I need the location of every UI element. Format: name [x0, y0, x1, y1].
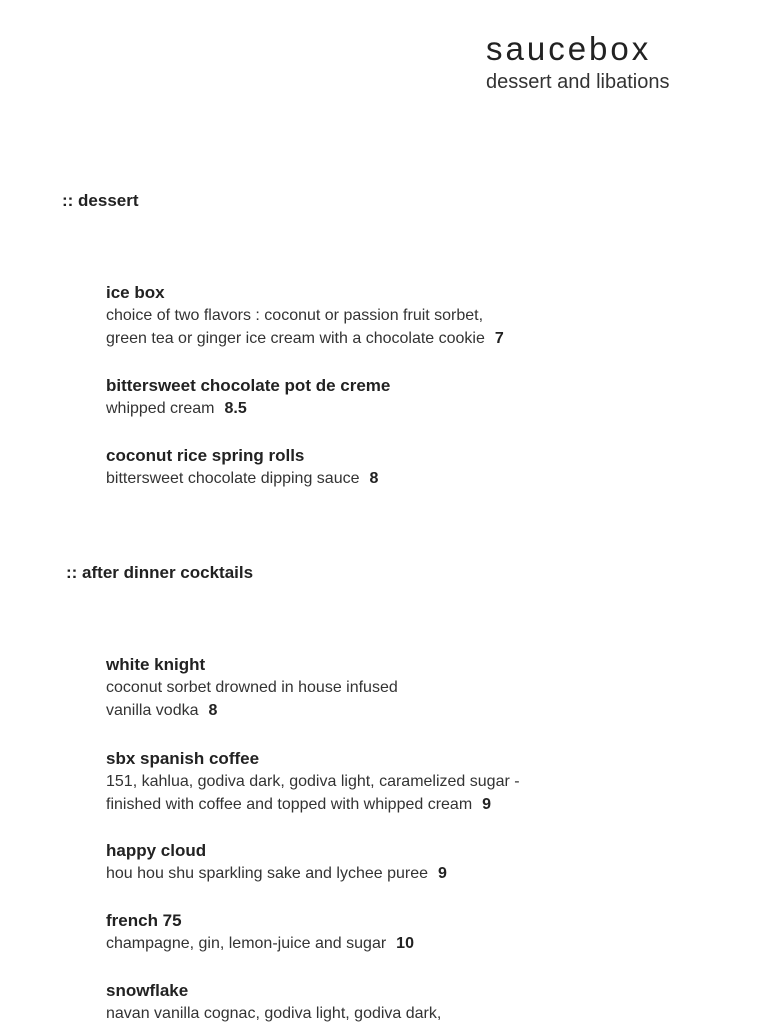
- section-heading-cocktails: :: after dinner cocktails: [66, 563, 254, 582]
- menu-item-name: snowflake: [106, 981, 189, 1000]
- menu-item-description: navan vanilla cognac, godiva light, godiva dark,: [106, 1005, 442, 1022]
- menu-item-price: 10: [396, 935, 414, 952]
- menu-item-description: whipped cream 8.5: [106, 400, 247, 417]
- menu-item-price: 7: [494, 330, 504, 347]
- menu-item: [106, 910, 746, 955]
- menu-item-price: 9: [482, 796, 492, 813]
- menu-item-description: champagne, gin, lemon-juice and sugar 10: [106, 935, 414, 952]
- brand-name: saucebox: [486, 30, 652, 67]
- menu-item-name: ice box: [106, 283, 165, 302]
- menu-item: [106, 980, 746, 1025]
- brand-tagline: dessert and libations: [486, 71, 670, 93]
- menu-item: [106, 375, 746, 420]
- menu-item-price: 9: [438, 865, 447, 882]
- menu-item-name: white knight: [106, 655, 206, 674]
- menu-item-name: bittersweet chocolate pot de creme: [106, 376, 391, 395]
- menu-item-name: french 75: [106, 911, 182, 930]
- menu-item: [106, 282, 746, 350]
- menu-item-description: hou hou shu sparkling sake and lychee puree 9: [106, 865, 447, 882]
- menu-item: [106, 840, 746, 885]
- menu-item-name: sbx spanish coffee: [106, 749, 260, 768]
- section-heading-dessert: :: dessert: [62, 191, 139, 210]
- menu-item: [106, 654, 746, 722]
- menu-item-price: 8.5: [224, 400, 247, 417]
- menu-item: [106, 445, 746, 490]
- menu-item-name: happy cloud: [106, 841, 207, 860]
- menu-item-name: coconut rice spring rolls: [106, 446, 305, 465]
- menu-item-description: 151, kahlua, godiva dark, godiva light, caramelized sugar - finished with coffee and topped with whipped cream 9: [106, 773, 520, 813]
- menu-item-description: coconut sorbet drowned in house infused vanilla vodka 8: [106, 679, 398, 719]
- brand-header: [486, 30, 669, 95]
- menu-item-price: 8: [208, 702, 218, 719]
- menu-item-price: 8: [369, 470, 379, 487]
- menu-item: [106, 748, 746, 816]
- menu-item-description: bittersweet chocolate dipping sauce 8: [106, 470, 379, 487]
- menu-item-description: choice of two flavors : coconut or passion fruit sorbet, green tea or ginger ice cream with a chocolate cookie 7: [106, 307, 504, 347]
